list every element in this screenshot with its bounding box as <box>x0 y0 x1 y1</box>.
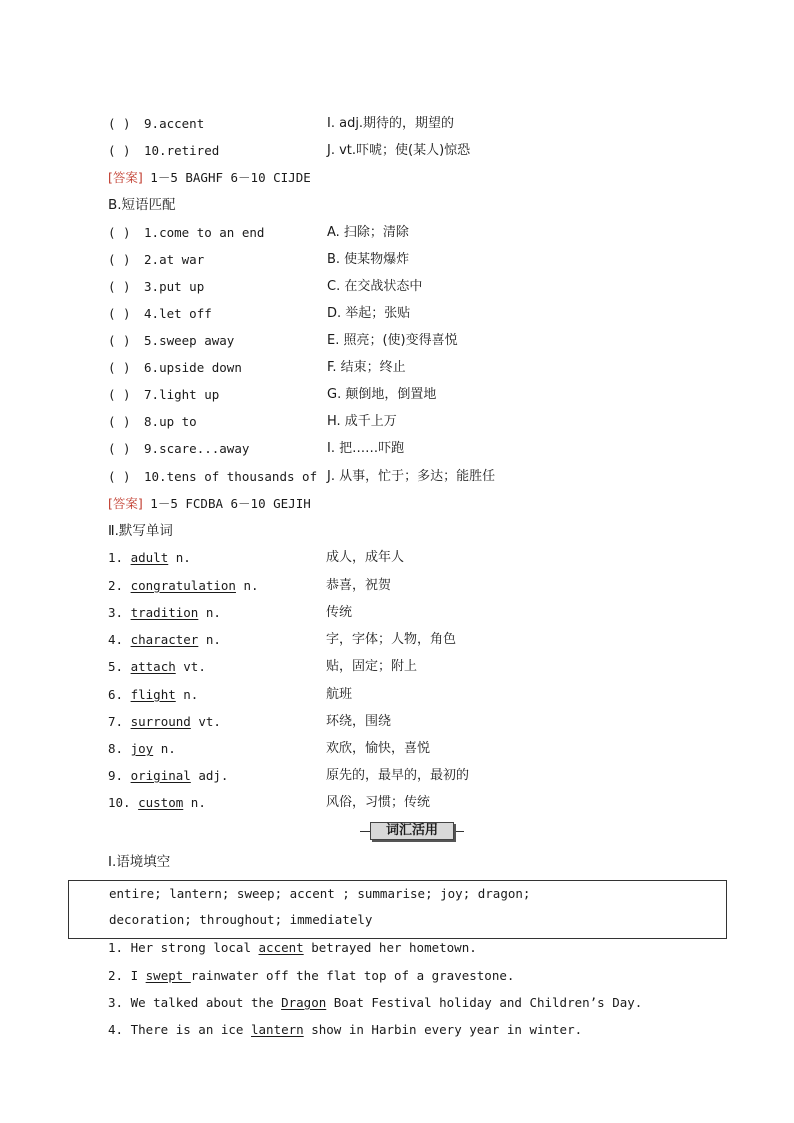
answer-a: [答案] 1－5 BAGHF 6－10 CIJDE <box>108 170 311 185</box>
word-box <box>68 880 727 939</box>
sentence: 4. There is an ice lantern show in Harbin every year in winter. <box>108 1022 583 1037</box>
word-box-line: entire; lantern; sweep; accent ; summarise; joy; dragon; <box>109 886 531 901</box>
sentence: 1. Her strong local accent betrayed her hometown. <box>108 940 477 955</box>
section-b-title: B.短语匹配 <box>108 197 176 213</box>
section-i-title: Ⅰ.语境填空 <box>108 854 171 870</box>
vocab-section-badge <box>360 822 464 840</box>
sentence: 2. I swept rainwater off the flat top of a gravestone. <box>108 968 515 983</box>
sentence: 3. We talked about the Dragon Boat Festival holiday and Children’s Day. <box>108 995 643 1010</box>
answer-b: [答案] 1－5 FCDBA 6－10 GEJIH <box>108 496 311 511</box>
word-box-line: decoration; throughout; immediately <box>109 912 373 927</box>
section-2-title: Ⅱ.默写单词 <box>108 523 173 539</box>
vocab-badge-label: 词汇活用 <box>370 822 454 840</box>
